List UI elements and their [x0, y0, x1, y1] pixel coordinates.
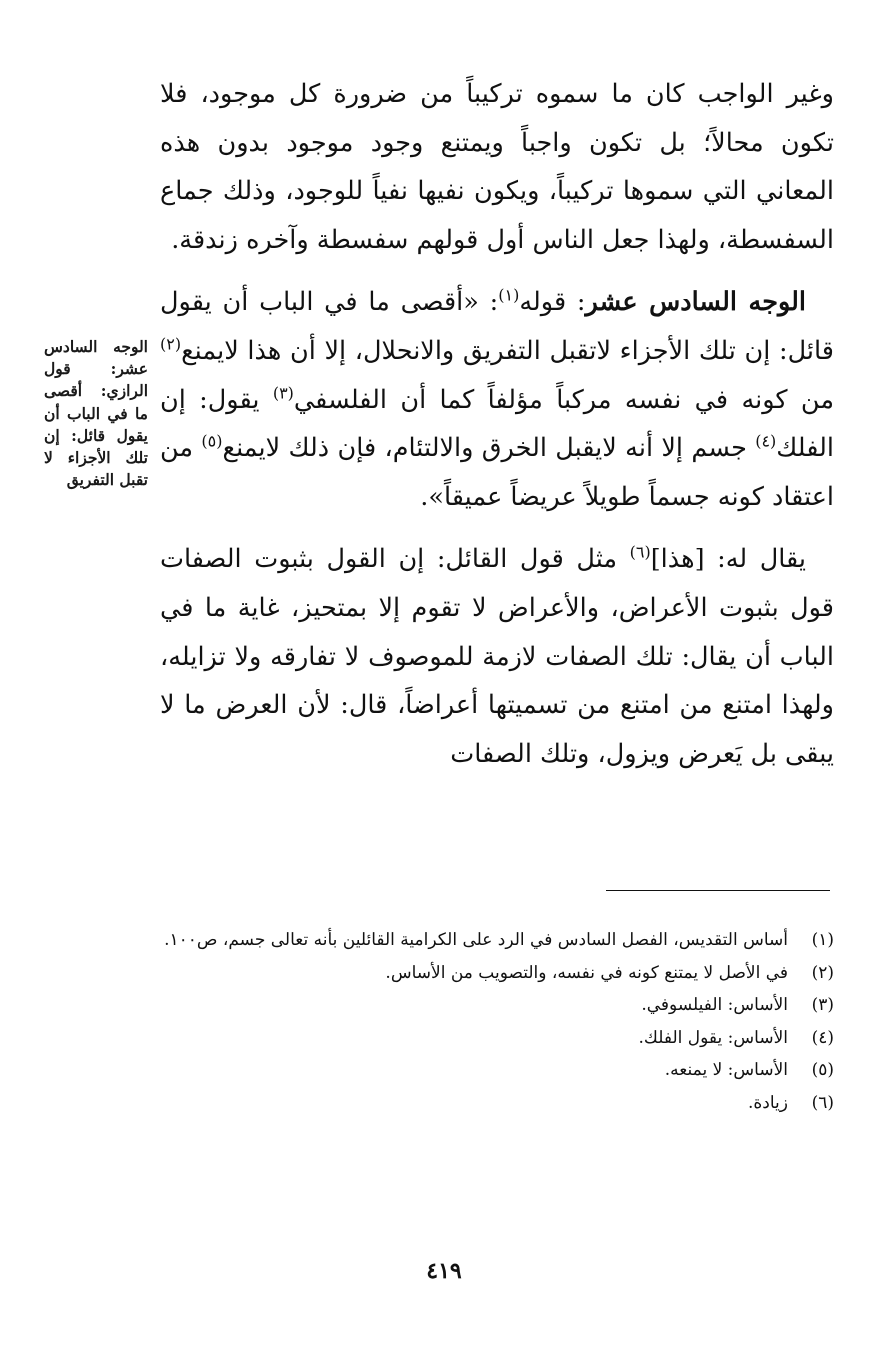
footnote-number: (٥) [811, 1060, 834, 1080]
footnote-2 [160, 957, 834, 990]
section-title: الوجه السادس عشر [585, 287, 806, 318]
footnote-number: (٦) [811, 1092, 834, 1113]
paragraph-2-text: : «أقصى ما في الباب أن يقول قائل: إن تلك الأجزاء لاتقبل التفريق والانحلال، إلا أن هذا لايمنع [160, 287, 834, 366]
footnote-text: الأساس: يقول الفلك. [638, 1027, 788, 1048]
footnote-number: (١) [811, 930, 834, 950]
paragraph-2-text: يقول: إن الفلك [160, 384, 834, 464]
paragraph-1-text: وغير الواجب كان ما سموه تركيباً من ضرورة كل موجود، فلا تكون محالاً؛ بل تكون واجباً ويمتنع وجود موجود بدون هذه المعاني التي سموها تركيباً، ويكون نفيها نفياً للوجود، وذلك جماع السفسطة، ولهذا جعل الناس أول قولهم سفسطة وآخره زندقة. [160, 79, 834, 255]
footnote-5 [160, 1054, 834, 1087]
paragraph-3 [160, 535, 834, 778]
paragraph-2-text: من اعتقاد كونه جسماً طويلاً عريضاً عميقاً». [160, 433, 834, 512]
footnote-6 [160, 1087, 834, 1120]
paragraph-3-text: يقال له: [هذا] [650, 544, 806, 575]
paragraph-2-text: : قوله [519, 287, 586, 318]
footnote-text: زيادة. [747, 1092, 788, 1113]
footnote-ref-3[interactable]: (٣) [272, 383, 294, 403]
paragraph-3-text: مثل قول القائل: إن القول بثبوت الصفات قول بثبوت الأعراض، والأعراض لا تقوم إلا بمتحيز، غاية ما في الباب أن يقال: تلك الصفات لازمة للموصوف لا تفارقه ولا تزايله، ولهذا امتنع من امتنع من تسميتها أعراضاً، قال: لأن العرض ما لا يبقى بل يَعرض ويزول، وتلك الصفات [160, 544, 834, 769]
footnote-ref-5[interactable]: (٥) [201, 431, 223, 451]
paragraph-2-text: جسم إلا أنه لايقبل الخرق والالتئام، فإن ذلك لايمنع [222, 433, 756, 464]
footnote-number: (٢) [811, 962, 834, 983]
footnote-text: أساس التقديس، الفصل السادس في الرد على الكرامية القائلين بأنه تعالى جسم، ص١٠٠. [164, 930, 788, 950]
footnote-3 [160, 989, 834, 1022]
footnote-text: الأساس: لا يمنعه. [664, 1060, 788, 1080]
main-text [160, 70, 834, 778]
footnote-ref-2[interactable]: (٢) [160, 334, 182, 354]
paragraph-2-text: من كونه في نفسه مركباً مؤلفاً كما أن الفلسفي [293, 384, 834, 415]
paragraph-1 [160, 70, 834, 264]
footnote-number: (٤) [811, 1027, 834, 1048]
footnote-number: (٣) [811, 995, 834, 1015]
page-number: ٤١٩ [426, 1258, 462, 1284]
footnote-separator [606, 890, 830, 891]
footnote-text: الأساس: الفيلسوفي. [641, 995, 788, 1015]
footnotes [160, 924, 834, 1119]
footnote-ref-4[interactable]: (٤) [755, 431, 777, 451]
footnote-text: في الأصل لا يمتنع كونه في نفسه، والتصويب من الأساس. [385, 962, 788, 983]
footnote-4 [160, 1022, 834, 1055]
paragraph-2 [160, 278, 834, 521]
footnote-ref-1[interactable]: (١) [498, 285, 520, 305]
footnote-1 [160, 924, 834, 957]
footnote-ref-6[interactable]: (٦) [629, 542, 651, 562]
margin-note: الوجه السادس عشر: قول الرازي: أقصى ما في الباب أن يقول قائل: إن تلك الأجزاء لا تقبل التفريق [44, 337, 148, 490]
